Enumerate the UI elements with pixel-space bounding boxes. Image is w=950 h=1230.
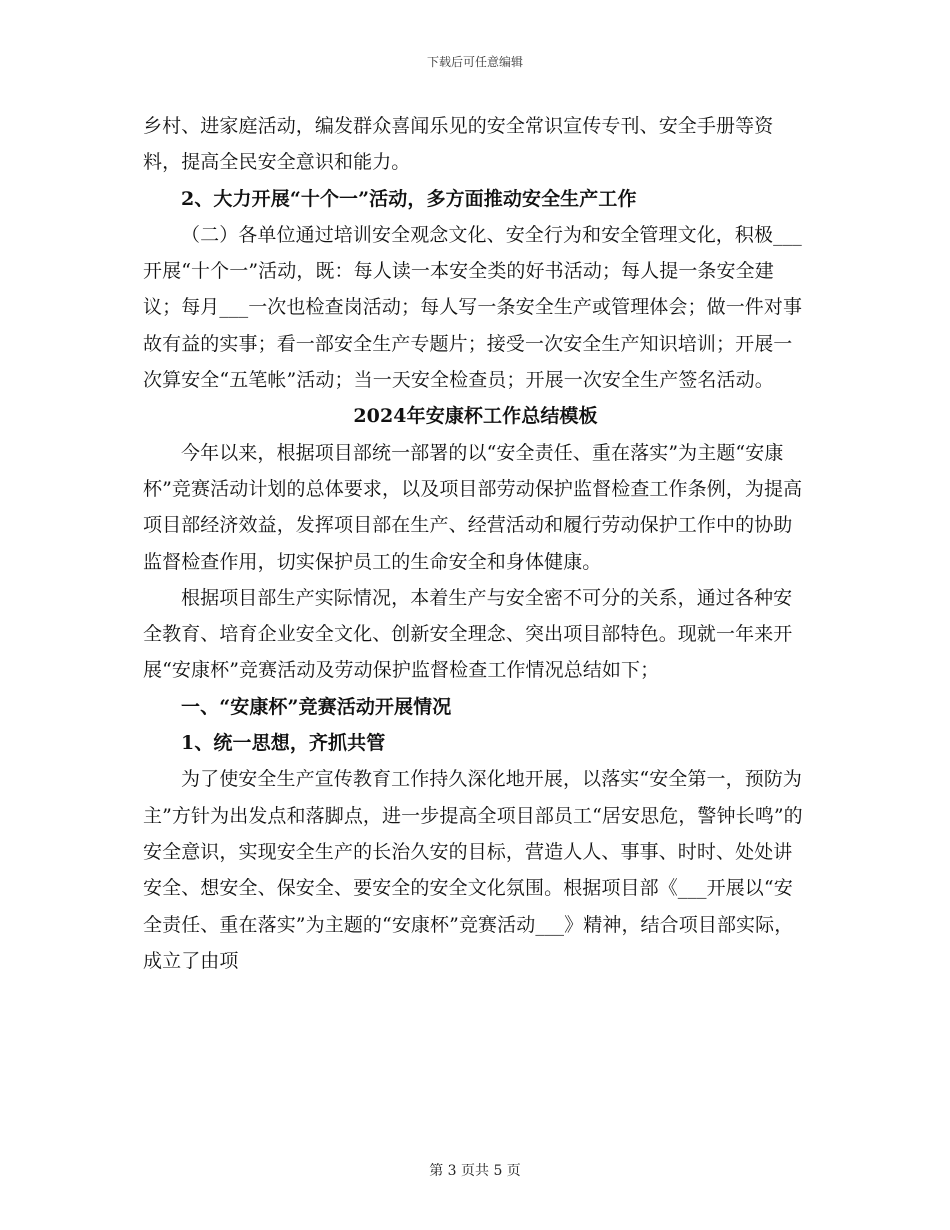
subheading-1: 1、统一思想，齐抓共管 [181, 732, 386, 755]
subheading-activity: 2、大力开展“十个一”活动，多方面推动安全生产工作 [181, 187, 637, 210]
page-header: 下载后可任意编辑 [426, 55, 523, 69]
page-footer: 第 3 页共 5 页 [429, 1163, 521, 1179]
document-body [143, 108, 808, 979]
paragraph-ten-activities: （二）各单位通过培训安全观念文化、安全行为和安全管理文化，积极___开展“十个一”活动，既：每人读一本安全类的好书活动；每人提一条安全建议；每月___一次也检查岗活动；每人写一条安全生产或管理体会；做一件对事故有益的实事；看一部安全生产专题片；接受一次安全生产知识培训；开展一次算安全“五笔帐”活动；当一天安全检查员；开展一次安全生产签名活动。 [143, 223, 803, 392]
section-heading-1: 一、“安康杯”竞赛活动开展情况 [181, 695, 452, 718]
document-title: 2024年安康杯工作总结模板 [353, 405, 598, 428]
paragraph-continued: 乡村、进家庭活动，编发群众喜闻乐见的安全常识宣传专刊、安全手册等资料，提高全民安全意识和能力。 [143, 115, 774, 174]
paragraph-intro: 今年以来，根据项目部统一部署的以“安全责任、重在落实”为主题“安康杯”竞赛活动计划的总体要求，以及项目部劳动保护监督检查工作条例，为提高项目部经济效益，发挥项目部在生产、经营活动和履行劳动保护工作中的协助监督检查作用，切实保护员工的生命安全和身体健康。 [143, 441, 803, 573]
paragraph-unify-thinking: 为了使安全生产宣传教育工作持久深化地开展，以落实“安全第一，预防为主”方针为出发点和落脚点，进一步提高全项目部员工“居安思危，警钟长鸣”的安全意识，实现安全生产的长治久安的目标，营造人人、事事、时时、处处讲安全、想安全、保安全、要安全的安全文化氛围。根据项目部《___开展以“安全责任、重在落实”为主题的“安康杯”竞赛活动___》精神，结合项目部实际，成立了由项 [143, 768, 803, 972]
paragraph-summary: 根据项目部生产实际情况，本着生产与安全密不可分的关系，通过各种安全教育、培育企业安全文化、创新安全理念、突出项目部特色。现就一年来开展“安康杯”竞赛活动及劳动保护监督检查工作情况总结如下； [143, 586, 793, 682]
